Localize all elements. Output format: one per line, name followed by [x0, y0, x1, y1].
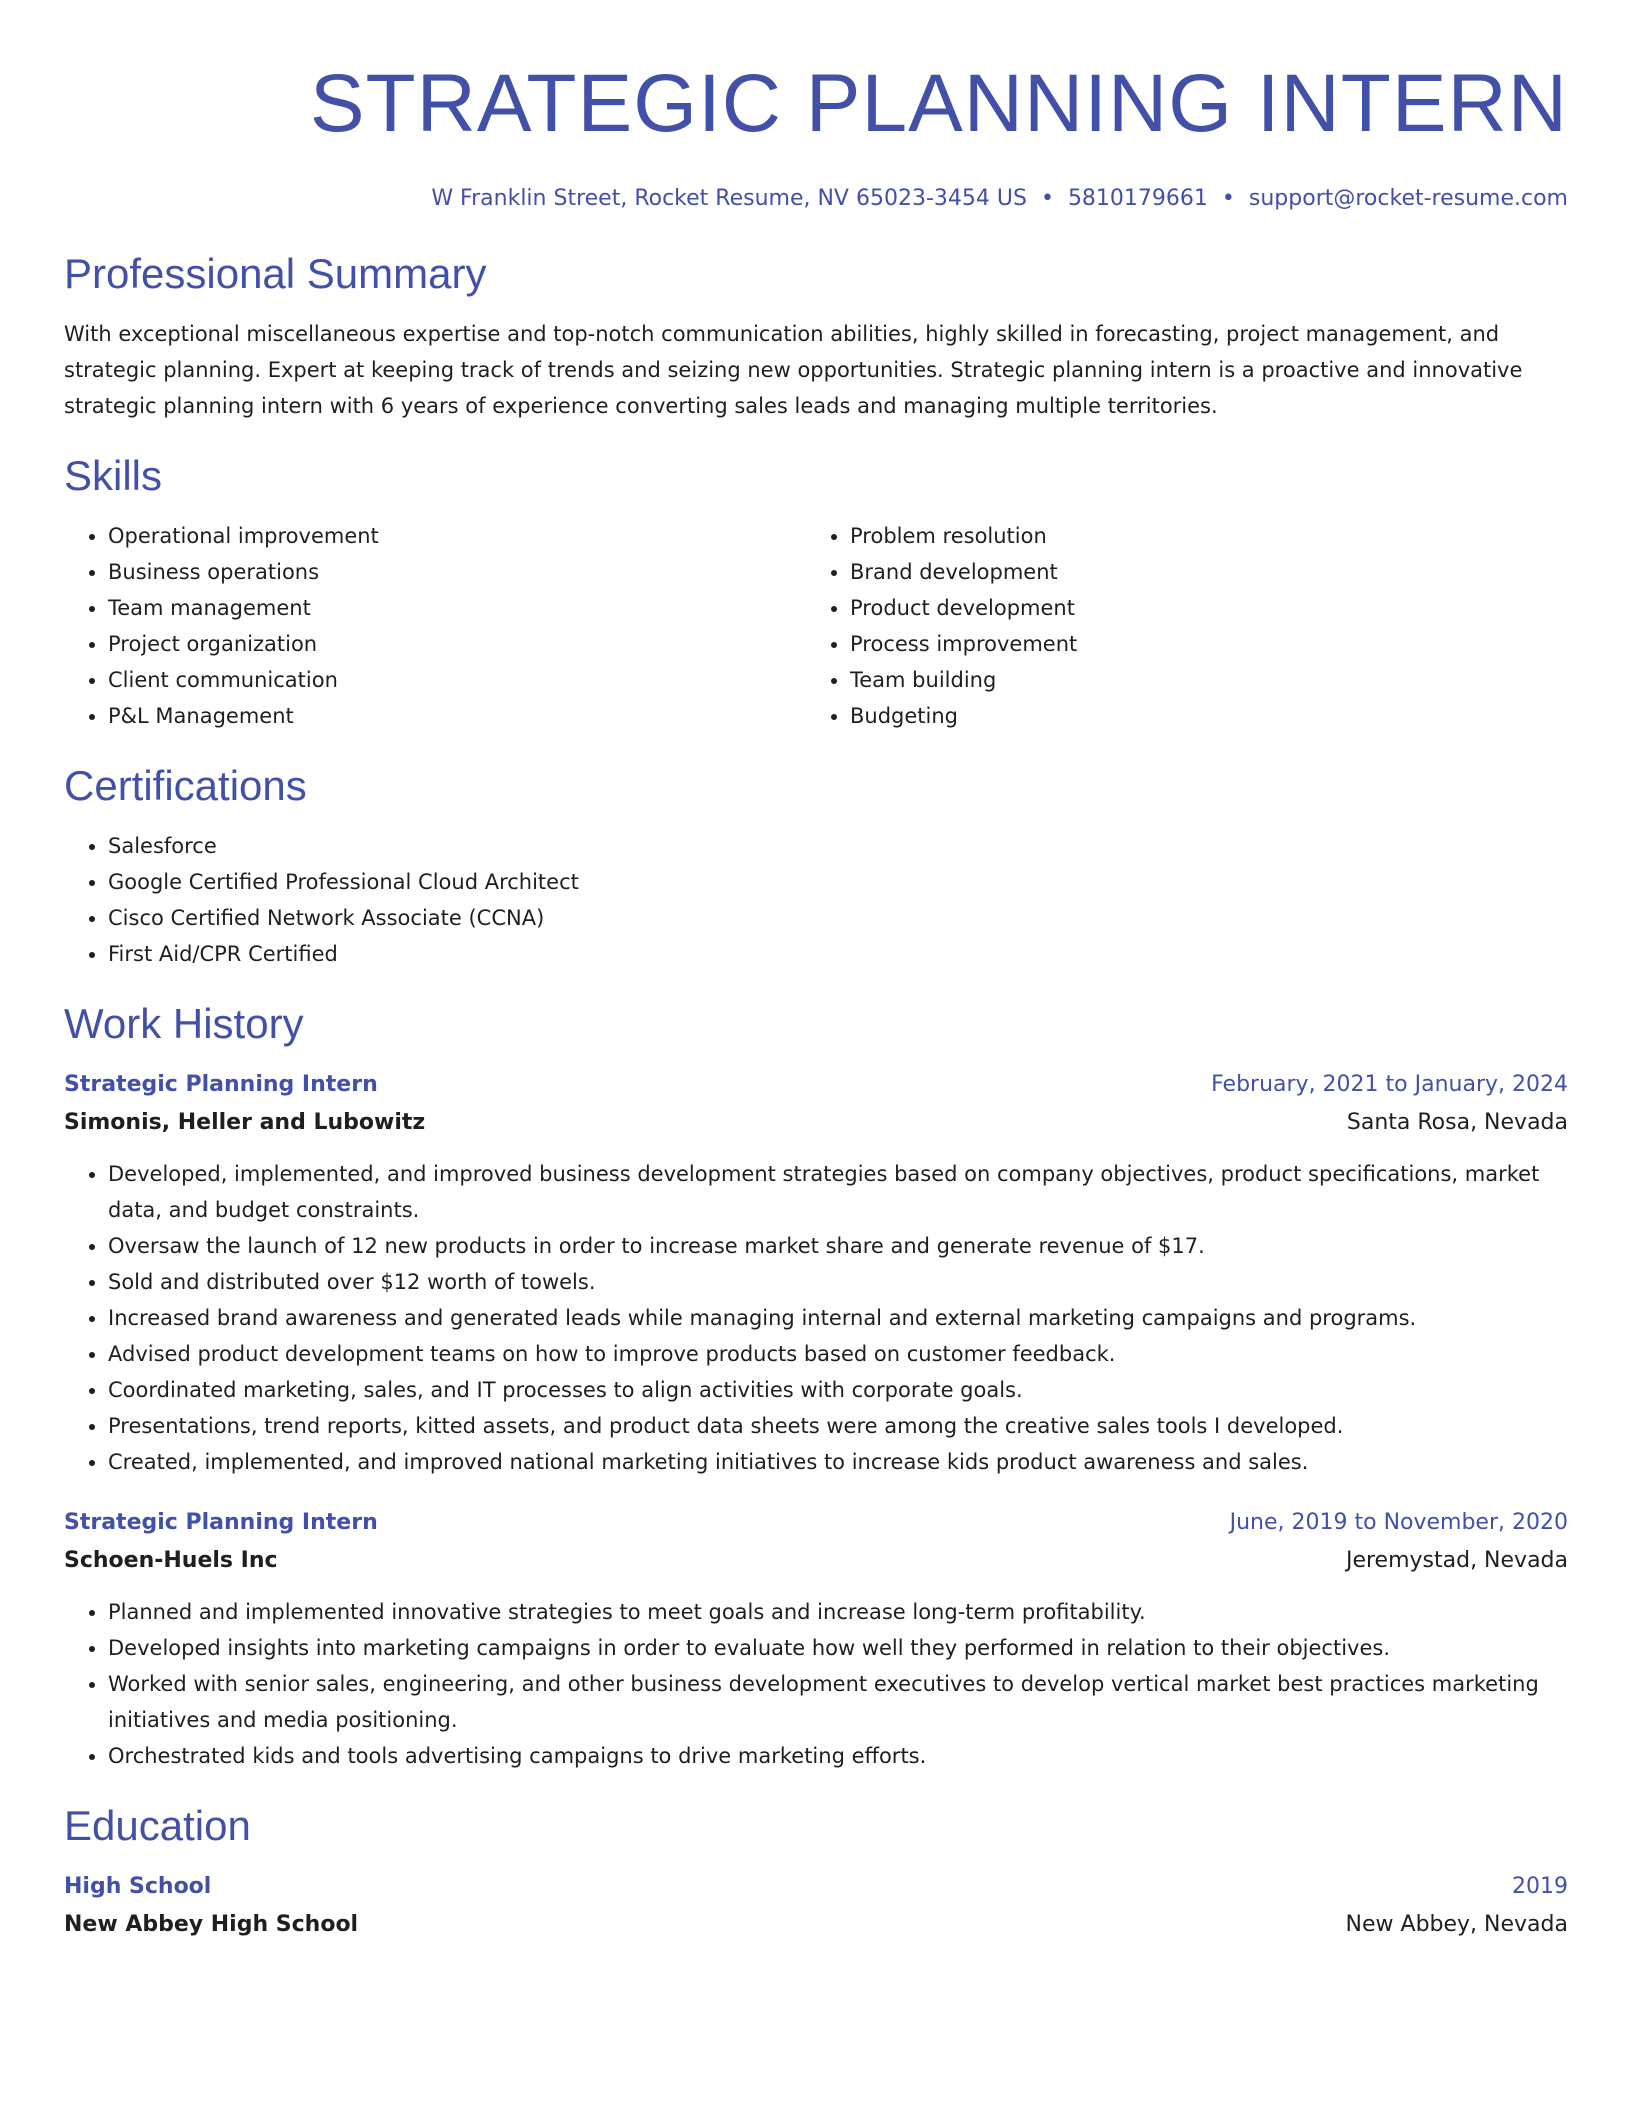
- certifications-heading: Certifications: [64, 762, 307, 809]
- education-section: [64, 1800, 1568, 1944]
- job-bullet: • Orchestrated kids and tools advertising campaigns to drive marketing efforts.: [108, 1738, 1568, 1774]
- skills-heading: Skills: [64, 452, 163, 499]
- job-dates: June, 2019 to November, 2020: [1229, 1510, 1568, 1535]
- job-bullet: • Oversaw the launch of 12 new products in order to increase market share and generate revenue of $17.: [108, 1228, 1568, 1264]
- certification-item: • Salesforce: [108, 828, 1568, 864]
- certification-item: • Google Certified Professional Cloud Architect: [108, 864, 1568, 900]
- skill-item: • Product development: [850, 590, 1548, 626]
- contact-email: support@rocket-resume.com: [1248, 186, 1568, 211]
- job-company: Simonis, Heller and Lubowitz: [64, 1110, 426, 1135]
- job-bullet: • Sold and distributed over $12 worth of towels.: [108, 1264, 1568, 1300]
- skill-item: • Business operations: [108, 554, 806, 590]
- job-bullet: • Developed, implemented, and improved business development strategies based on company objectives, product specifications, market data, and budget constraints.: [108, 1156, 1568, 1228]
- skill-item: • Team building: [850, 662, 1548, 698]
- certification-item: • Cisco Certified Network Associate (CCNA): [108, 900, 1568, 936]
- job-bullets: [64, 1594, 1568, 1774]
- education-degree: High School: [64, 1874, 212, 1899]
- job-header: [64, 1066, 1568, 1104]
- job-title: Strategic Planning Intern: [64, 1510, 378, 1535]
- job-bullet: • Worked with senior sales, engineering, and other business development executives to develop vertical market best practices marketing initiatives and media positioning.: [108, 1666, 1568, 1738]
- certifications-section: [64, 760, 1568, 972]
- skill-item: • Process improvement: [850, 626, 1548, 662]
- skills-column-right: [806, 518, 1548, 734]
- education-header: [64, 1868, 1568, 1906]
- job-entry: [64, 1066, 1568, 1480]
- skill-item: • Operational improvement: [108, 518, 806, 554]
- job-header: [64, 1504, 1568, 1542]
- contact-separator: •: [1040, 186, 1054, 211]
- skill-item: • Client communication: [108, 662, 806, 698]
- job-bullet: • Coordinated marketing, sales, and IT processes to align activities with corporate goals.: [108, 1372, 1568, 1408]
- skill-item: • P&L Management: [108, 698, 806, 734]
- skill-item: • Brand development: [850, 554, 1548, 590]
- job-bullet: • Planned and implemented innovative strategies to meet goals and increase long-term profitability.: [108, 1594, 1568, 1630]
- contact-address: W Franklin Street, Rocket Resume, NV 65023-3454 US: [431, 186, 1027, 211]
- contact-separator: •: [1221, 186, 1235, 211]
- education-year: 2019: [1512, 1874, 1568, 1899]
- job-bullets: [64, 1156, 1568, 1480]
- skills-column-left: [64, 518, 806, 734]
- work-heading: Work History: [64, 1000, 304, 1047]
- resume-title: STRATEGIC PLANNING INTERN: [309, 58, 1568, 149]
- contact-phone: 5810179661: [1067, 186, 1208, 211]
- job-company: Schoen-Huels Inc: [64, 1548, 278, 1573]
- job-title: Strategic Planning Intern: [64, 1072, 378, 1097]
- education-location: New Abbey, Nevada: [1345, 1912, 1568, 1937]
- job-subheader: [64, 1542, 1568, 1580]
- education-subheader: [64, 1906, 1568, 1944]
- job-bullet: • Created, implemented, and improved national marketing initiatives to increase kids product awareness and sales.: [108, 1444, 1568, 1480]
- job-bullet: • Presentations, trend reports, kitted assets, and product data sheets were among the creative sales tools I developed.: [108, 1408, 1568, 1444]
- skills-columns: [64, 518, 1568, 734]
- summary-text: With exceptional miscellaneous expertise and top-notch communication abilities, highly skilled in forecasting, project management, and strategic planning. Expert at keeping track of trends and seizing new opportunities. Strategic planning intern is a proactive and innovative strategic planning intern with 6 years of experience converting sales leads and managing multiple territories.: [64, 322, 1523, 418]
- job-bullet: • Increased brand awareness and generated leads while managing internal and external marketing campaigns and programs.: [108, 1300, 1568, 1336]
- summary-section: [64, 248, 1568, 424]
- job-location: Santa Rosa, Nevada: [1346, 1110, 1568, 1135]
- job-bullet: • Developed insights into marketing campaigns in order to evaluate how well they performed in relation to their objectives.: [108, 1630, 1568, 1666]
- skill-item: • Problem resolution: [850, 518, 1548, 554]
- education-heading: Education: [64, 1802, 251, 1849]
- education-school: New Abbey High School: [64, 1912, 359, 1937]
- job-bullet: • Advised product development teams on how to improve products based on customer feedback.: [108, 1336, 1568, 1372]
- summary-heading: Professional Summary: [64, 250, 487, 297]
- job-entry: [64, 1504, 1568, 1774]
- job-subheader: [64, 1104, 1568, 1142]
- skills-section: [64, 450, 1568, 734]
- contact-line: [64, 184, 1568, 214]
- certifications-list: [64, 828, 1568, 972]
- resume-page: [64, 0, 1568, 1944]
- work-section: [64, 998, 1568, 1774]
- skill-item: • Project organization: [108, 626, 806, 662]
- skill-item: • Team management: [108, 590, 806, 626]
- job-location: Jeremystad, Nevada: [1345, 1548, 1568, 1573]
- job-dates: February, 2021 to January, 2024: [1211, 1072, 1568, 1097]
- certification-item: • First Aid/CPR Certified: [108, 936, 1568, 972]
- skill-item: • Budgeting: [850, 698, 1548, 734]
